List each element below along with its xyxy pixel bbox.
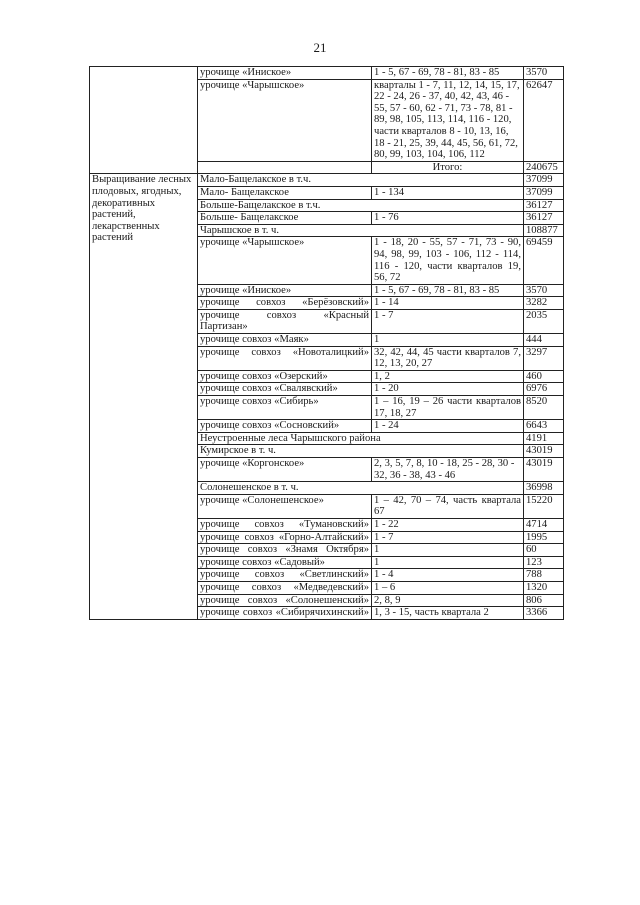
area-cell: 60 bbox=[524, 544, 564, 557]
area-cell: 6643 bbox=[524, 420, 564, 433]
location-cell: урочище совхоз «Сосновский» bbox=[198, 420, 372, 433]
quarters-cell: 1 – 6 bbox=[372, 581, 524, 594]
quarters-cell: 32, 42, 44, 45 части кварталов 7, 12, 13, 20, 27 bbox=[372, 346, 524, 370]
area-cell: 3282 bbox=[524, 297, 564, 310]
quarters-cell: Итого: bbox=[372, 161, 524, 174]
activity-cell-empty bbox=[90, 67, 198, 174]
area-cell: 3297 bbox=[524, 346, 564, 370]
location-cell: урочище совхоз «Солонешенский» bbox=[198, 594, 372, 607]
area-cell: 806 bbox=[524, 594, 564, 607]
table-row bbox=[90, 174, 564, 187]
location-cell: урочище совхоз «Светлинский» bbox=[198, 569, 372, 582]
location-cell: Мало-Бащелакское в т.ч. bbox=[198, 174, 524, 187]
location-cell: урочище совхоз «Берёзовский» bbox=[198, 297, 372, 310]
forest-table bbox=[89, 66, 564, 620]
quarters-cell: 1 - 134 bbox=[372, 186, 524, 199]
quarters-cell: кварталы 1 - 7, 11, 12, 14, 15, 17, 22 - 24, 26 - 37, 40, 42, 43, 46 - 55, 57 - 60, 62 - 71, 73 - 78, 81 - 89, 98, 105, 113, 114, 116 - 120, части кварталов 8 - 10, 13, 16, 18 - 21, 25, 39, 44, 45, 56, 61, 72, 80, 99, 103, 104, 106, 112 bbox=[372, 79, 524, 161]
location-cell: урочище совхоз «Садовый» bbox=[198, 556, 372, 569]
location-cell: урочище совхоз «Новоталицкий» bbox=[198, 346, 372, 370]
quarters-cell: 1, 2 bbox=[372, 370, 524, 383]
location-cell: урочище совхоз «Свалявский» bbox=[198, 383, 372, 396]
area-cell: 37099 bbox=[524, 174, 564, 187]
area-cell: 37099 bbox=[524, 186, 564, 199]
location-cell: урочище совхоз «Тумановский» bbox=[198, 518, 372, 531]
quarters-cell: 1 - 18, 20 - 55, 57 - 71, 73 - 90, 94, 98, 99, 103 - 106, 112 - 114, 116 - 120, части кварталов 19, 56, 72 bbox=[372, 237, 524, 284]
area-cell: 108877 bbox=[524, 224, 564, 237]
location-cell: урочище «Чарышское» bbox=[198, 237, 372, 284]
area-cell: 6976 bbox=[524, 383, 564, 396]
location-cell: урочище «Солонешенское» bbox=[198, 494, 372, 518]
location-cell: Солонешенское в т. ч. bbox=[198, 482, 524, 495]
area-cell: 1995 bbox=[524, 531, 564, 544]
quarters-cell: 1 - 7 bbox=[372, 531, 524, 544]
location-cell: урочище совхоз «Маяк» bbox=[198, 334, 372, 347]
quarters-cell: 2, 8, 9 bbox=[372, 594, 524, 607]
area-cell: 1320 bbox=[524, 581, 564, 594]
location-cell: урочище совхоз «Сибирь» bbox=[198, 396, 372, 420]
area-cell: 62647 bbox=[524, 79, 564, 161]
quarters-cell: 1 - 5, 67 - 69, 78 - 81, 83 - 85 bbox=[372, 67, 524, 80]
area-cell: 123 bbox=[524, 556, 564, 569]
location-cell bbox=[198, 161, 372, 174]
quarters-cell: 1 - 14 bbox=[372, 297, 524, 310]
location-cell: урочище совхоз «Знамя Октября» bbox=[198, 544, 372, 557]
quarters-cell: 1 bbox=[372, 334, 524, 347]
location-cell: Больше-Бащелакское в т.ч. bbox=[198, 199, 524, 212]
quarters-cell: 1 - 5, 67 - 69, 78 - 81, 83 - 85 bbox=[372, 284, 524, 297]
area-cell: 240675 bbox=[524, 161, 564, 174]
quarters-cell: 1 - 22 bbox=[372, 518, 524, 531]
location-cell: урочище совхоз «Медведевский» bbox=[198, 581, 372, 594]
location-cell: Неустроенные леса Чарышского района bbox=[198, 432, 524, 445]
location-cell: урочище «Иниское» bbox=[198, 67, 372, 80]
location-cell: урочище совхоз «Озерский» bbox=[198, 370, 372, 383]
quarters-cell: 1 - 76 bbox=[372, 212, 524, 225]
quarters-cell: 1 bbox=[372, 556, 524, 569]
quarters-cell: 2, 3, 5, 7, 8, 10 - 18, 25 - 28, 30 - 32, 36 - 38, 43 - 46 bbox=[372, 458, 524, 482]
location-cell: Кумирское в т. ч. bbox=[198, 445, 524, 458]
area-cell: 4714 bbox=[524, 518, 564, 531]
location-cell: урочище совхоз «Красный Партизан» bbox=[198, 309, 372, 333]
activity-cell: Выращивание лесных плодовых, ягодных, декоративных растений, лекарственных растений bbox=[90, 174, 198, 619]
area-cell: 8520 bbox=[524, 396, 564, 420]
quarters-cell: 1 - 24 bbox=[372, 420, 524, 433]
area-cell: 2035 bbox=[524, 309, 564, 333]
location-cell: урочище совхоз «Сибирячихинский» bbox=[198, 607, 372, 620]
quarters-cell: 1 - 20 bbox=[372, 383, 524, 396]
area-cell: 444 bbox=[524, 334, 564, 347]
location-cell: урочище «Коргонское» bbox=[198, 458, 372, 482]
area-cell: 69459 bbox=[524, 237, 564, 284]
area-cell: 36998 bbox=[524, 482, 564, 495]
quarters-cell: 1, 3 - 15, часть квартала 2 bbox=[372, 607, 524, 620]
area-cell: 460 bbox=[524, 370, 564, 383]
quarters-cell: 1 – 42, 70 – 74, часть квартала 67 bbox=[372, 494, 524, 518]
quarters-cell: 1 - 7 bbox=[372, 309, 524, 333]
area-cell: 3570 bbox=[524, 284, 564, 297]
quarters-cell: 1 bbox=[372, 544, 524, 557]
location-cell: урочище совхоз «Горно-Алтайский» bbox=[198, 531, 372, 544]
table-row bbox=[90, 67, 564, 80]
area-cell: 43019 bbox=[524, 445, 564, 458]
area-cell: 3570 bbox=[524, 67, 564, 80]
location-cell: урочище «Иниское» bbox=[198, 284, 372, 297]
area-cell: 43019 bbox=[524, 458, 564, 482]
location-cell: Больше- Бащелакское bbox=[198, 212, 372, 225]
quarters-cell: 1 - 4 bbox=[372, 569, 524, 582]
location-cell: урочище «Чарышское» bbox=[198, 79, 372, 161]
area-cell: 36127 bbox=[524, 212, 564, 225]
area-cell: 15220 bbox=[524, 494, 564, 518]
area-cell: 36127 bbox=[524, 199, 564, 212]
location-cell: Мало- Бащелакское bbox=[198, 186, 372, 199]
area-cell: 4191 bbox=[524, 432, 564, 445]
quarters-cell: 1 – 16, 19 – 26 части кварталов 17, 18, 27 bbox=[372, 396, 524, 420]
area-cell: 788 bbox=[524, 569, 564, 582]
page-number: 21 bbox=[313, 40, 327, 55]
area-cell: 3366 bbox=[524, 607, 564, 620]
location-cell: Чарышское в т. ч. bbox=[198, 224, 524, 237]
